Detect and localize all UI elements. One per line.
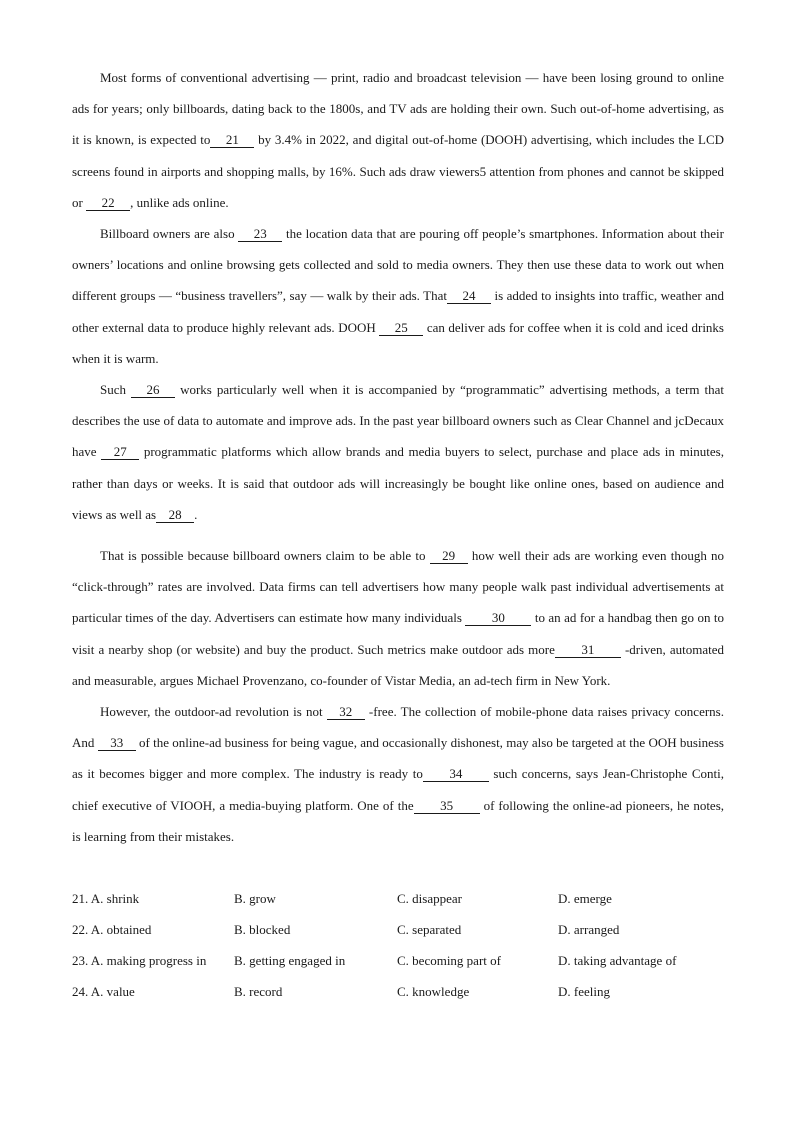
blank-24[interactable]: 24 [447, 289, 491, 304]
blank-30[interactable]: 30 [465, 611, 531, 626]
paragraph-text: Billboard owners are also [100, 226, 239, 242]
paragraph-text: of following the online-ad pioneers, he notes, is learning from their mistakes. [72, 797, 725, 844]
blank-35[interactable]: 35 [414, 799, 480, 814]
paragraph-text: . [194, 506, 198, 522]
paragraph-text: That is possible because billboard owners claim to be able to [100, 548, 430, 564]
blank-28[interactable]: 28 [156, 508, 194, 523]
blank-27[interactable]: 27 [101, 445, 139, 460]
paragraph-text: is added to insights into traffic, weather and other external data to produce highly relevant ads. DOOH [72, 288, 724, 335]
answer-options [72, 883, 724, 1007]
option-a[interactable]: 22. A. obtained [72, 922, 152, 937]
option-b[interactable]: B. grow [234, 891, 276, 906]
paragraph-text: -driven, automated and measurable, argues Michael Provenzano, co-founder of Vistar Media, an ad-tech firm in New York. [72, 641, 725, 688]
option-row-24 [72, 976, 724, 1007]
option-row-21 [72, 883, 724, 914]
paragraph-text: the location data that are pouring off people’s smartphones. Information about their owners’ locations and online browsing gets collected and sold to media owners. They then use these data to work out when different groups — “business travellers”, say — walk by their ads. That [72, 226, 724, 304]
option-a[interactable]: 23. A. making progress in [72, 953, 207, 968]
paragraph-text: Most forms of conventional advertising — print, radio and broadcast television — have been losing ground to online ads for years; only billboards, dating back to the 1800s, and TV ads are holding their own. Such out-of-home advertising, as it is known, is expected to [72, 70, 724, 148]
option-row-22 [72, 914, 724, 945]
blank-34[interactable]: 34 [423, 767, 489, 782]
paragraph-text: to an ad for a handbag then go on to visit a nearby shop (or website) and buy the product. Such metrics make outdoor ads more [72, 610, 724, 657]
paragraph-text: how well their ads are working even though no “click-through” rates are involved. Data firms can tell advertisers how many people walk past individual advertisements at particular times of the day. Advertisers can estimate how many individuals [72, 548, 724, 626]
option-d[interactable]: D. emerge [558, 891, 612, 906]
option-c[interactable]: C. separated [397, 922, 462, 937]
paragraph-text: However, the outdoor-ad revolution is not [100, 704, 327, 720]
blank-22[interactable]: 22 [86, 196, 130, 211]
paragraph-text: of the online-ad business for being vague, and occasionally dishonest, may also be targeted at the OOH business as it becomes bigger and more complex. The industry is ready to [72, 735, 724, 782]
cloze-passage [72, 62, 724, 852]
paragraph-text: such concerns, says Jean-Christophe Conti, chief executive of VIOOH, a media-buying platform. One of the [72, 766, 724, 813]
option-b[interactable]: B. blocked [234, 922, 291, 937]
paragraph-4 [72, 540, 724, 696]
blank-31[interactable]: 31 [555, 643, 621, 658]
paragraph-text: can deliver ads for coffee when it is cold and iced drinks when it is warm. [72, 319, 724, 366]
option-c[interactable]: C. knowledge [397, 984, 470, 999]
option-c[interactable]: C. becoming part of [397, 953, 501, 968]
option-b[interactable]: B. record [234, 984, 283, 999]
paragraph-3 [72, 374, 724, 530]
blank-21[interactable]: 21 [210, 133, 254, 148]
option-d[interactable]: D. taking advantage of [558, 953, 677, 968]
paragraph-text: , unlike ads online. [130, 194, 229, 210]
option-d[interactable]: D. arranged [558, 922, 620, 937]
paragraph-text: programmatic platforms which allow brands and media buyers to select, purchase and place ads in minutes, rather than days or weeks. It is said that outdoor ads will increasingly be bought like online ones, based on audience and views as well as [72, 444, 724, 522]
option-a[interactable]: 24. A. value [72, 984, 135, 999]
blank-29[interactable]: 29 [430, 549, 468, 564]
paragraph-text: Such [100, 382, 132, 398]
paragraph-1 [72, 62, 724, 218]
paragraph-text: by 3.4% in 2022, and digital out-of-home (DOOH) advertising, which includes the LCD screens found in airports and shopping malls, by 16%. Such ads draw viewers5 attention from phones and cannot be skipped or [72, 132, 725, 210]
paragraph-2 [72, 218, 724, 374]
paragraph-text: -free. The collection of mobile-phone data raises privacy concerns. And [72, 704, 724, 751]
option-b[interactable]: B. getting engaged in [234, 953, 346, 968]
blank-23[interactable]: 23 [238, 227, 282, 242]
blank-26[interactable]: 26 [131, 383, 175, 398]
paragraph-5 [72, 696, 724, 852]
option-c[interactable]: C. disappear [397, 891, 462, 906]
blank-33[interactable]: 33 [98, 736, 136, 751]
paragraph-text: works particularly well when it is accompanied by “programmatic” advertising methods, a term that describes the use of data to automate and improve ads. In the past year billboard owners such as Clear Channel and jcDecaux have [72, 382, 724, 460]
option-d[interactable]: D. feeling [558, 984, 610, 999]
blank-32[interactable]: 32 [327, 705, 365, 720]
option-a[interactable]: 21. A. shrink [72, 891, 140, 906]
blank-25[interactable]: 25 [379, 321, 423, 336]
option-row-23 [72, 945, 724, 976]
